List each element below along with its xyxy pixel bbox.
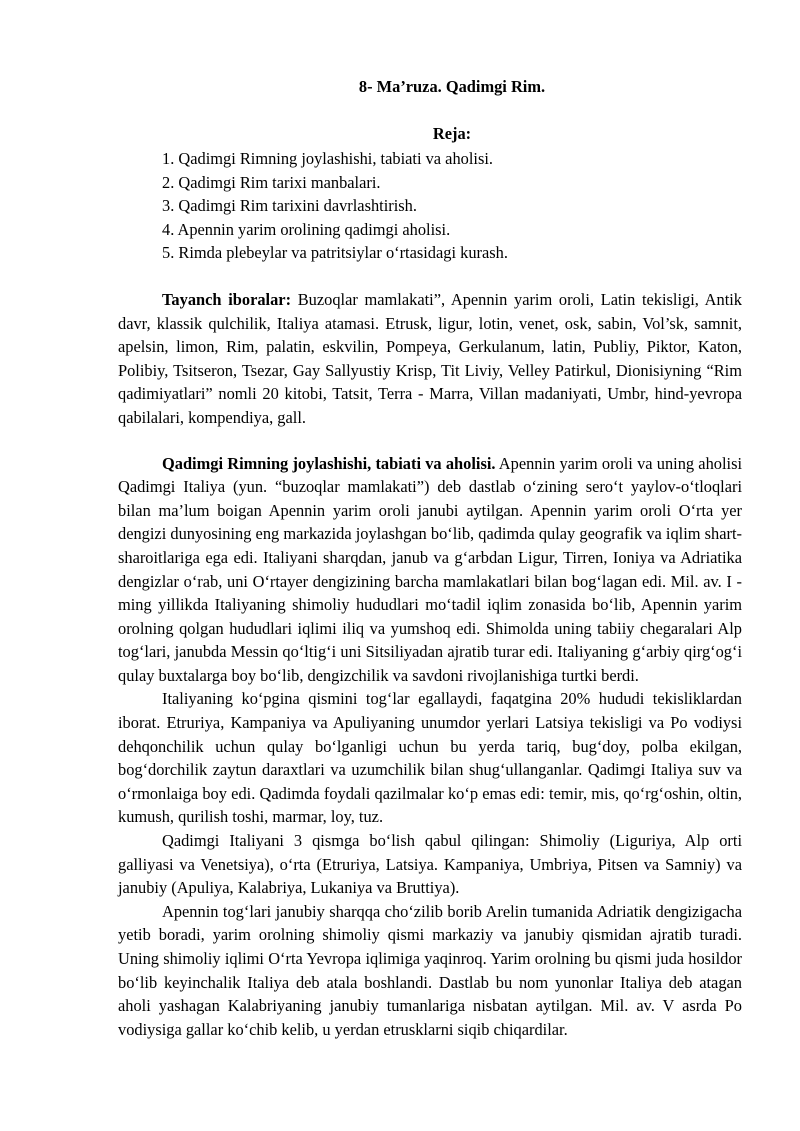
spacer [118, 265, 742, 288]
document-page [118, 70, 742, 1041]
plan-heading: Reja: [432, 124, 472, 143]
plan-item: 1. Qadimgi Rimning joylashishi, tabiati va aholisi. [162, 149, 493, 168]
spacer [118, 430, 742, 452]
keywords-lead: Tayanch iboralar: [162, 289, 292, 309]
keywords-paragraph [118, 288, 742, 430]
plan-item: 5. Rimda plebeylar va patritsiylar o‘rtasidagi kurash. [162, 243, 508, 263]
section-lead: Qadimgi Rimning joylashishi, tabiati va aholisi. [162, 453, 496, 473]
lecture-title: 8- Ma’ruza. Qadimgi Rim. [358, 77, 546, 96]
body-paragraph: Qadimgi Italiyani 3 qismga bo‘lish qabul qilingan: Shimoliy (Liguriya, Alp orti galliyasi va Venetsiya), o‘rta (Etruriya, Latsiya. Kampaniya, Umbriya, Pitsen va Samniy) va janubiy (Apuliya, Kalabriya, Lukaniya va Bruttiya). [118, 831, 742, 898]
plan-item: 3. Qadimgi Rim tarixini davrlashtirish. [162, 196, 417, 216]
section-paragraph [118, 452, 742, 688]
plan-list [118, 147, 742, 265]
body-paragraph: Italiyaning ko‘pgina qismini tog‘lar egallaydi, faqatgina 20% hududi tekisliklardan iborat. Etruriya, Kampaniya va Apuliyaning unumdor yerlari Latsiya tekisligi va Po vodiysi dehqonchilik uchun qulay bo‘lganligi uchun bu yerda tariq, bug‘doy, polba ekilgan, bog‘dorchilik zaytun daraxtlari va uzumchilik bilan shug‘ullanganlar. Qadimgi Italiya suv va o‘rmonlaiga boy edi. Qadimda foydali qazilmalar ko‘p emas edi: temir, mis, qo‘rg‘oshin, oltin, kumush, qurilish toshi, marmar, loy, tuz. [118, 689, 742, 827]
keywords-text: Buzoqlar mamlakati”, Apennin yarim oroli, Latin tekisligi, Antik davr, klassik qulchilik, Italiya atamasi. Etrusk, ligur, lotin, venet, osk, sabin, Vol’sk, samnit, apelsin, limon, Rim, palatin, eskvilin, Pompeya, Gerkulanum, latin, Publiy, Piktor, Katon, Polibiy, Tsitseron, Tsezar, Gay Sallyustiy Krisp, Tit Liviy, Velley Patirkul, Dionisiyning “Rim qadimiyatlari” nomli 20 kitobi, Tatsit, Terra - Marra, Villan madaniyati, Umbr, hind-yevropa qabilalari, kompendiya, gall. [118, 289, 742, 427]
body-paragraph: Apennin tog‘lari janubiy sharqqa cho‘zilib borib Arelin tumanida Adriatik dengizigacha yetib boradi, yarim orolning shimoliy qismi markaziy va janubiy qismidan ajratib turadi. Uning shimoliy iqlimi O‘rta Yevropa iqlimiga yaqinroq. Yarim orolning bu qismi juda hosildor bo‘lib keyinchalik Italiya deb atala boshlandi. Dastlab bu nom yunonlar Italiya deb atagan aholi yashagan Kalabriyaning janubiy tumanlariga nisbatan aytilgan. Mil. av. V asrda Po vodiysiga gallar ko‘chib kelib, u yerdan etrusklarni siqib chiqardilar. [118, 901, 742, 1039]
plan-item: 2. Qadimgi Rim tarixi manbalari. [162, 172, 381, 192]
plan-item: 4. Apennin yarim orolining qadimgi aholisi. [162, 219, 451, 239]
section-text: Apennin yarim oroli va uning aholisi Qadimgi Italiya (yun. “buzoqlar mamlakati”) deb dastlab o‘zining sero‘t yaylov-o‘tloqlari bilan ma’lum boigan Apennin yarim oroli janubi aytilgan. Apennin yarim oroli O‘rta yer dengizi dunyosining eng markazida joylashgan bo‘lib, qadimda qulay geografik va iqlim shart-sharoitlariga ega edi. Italiyani sharqdan, janub va g‘arbdan Ligur, Tirren, Ioniya va Adriatika dengizlar o‘rab, uni O‘rtayer dengizining barcha mamlakatlari bilan bog‘lagan edi. Mil. av. I - ming yillikda Italiyaning shimoliy hududlari mo‘tadil iqlim zonasida bo‘lib, Apennin yarim orolning qolgan hududlari iqlimi iliq va yumshoq edi. Shimolda uning tabiiy chegaralari Alp tog‘lari, janubda Messin qo‘ltig‘i uni Sitsiliyadan ajratib turar edi. Italiyaning g‘arbiy qirg‘og‘i qulay buxtalarga boy bo‘lib, dengizchilik va savdoni rivojlanishiga turtki berdi. [118, 453, 743, 685]
